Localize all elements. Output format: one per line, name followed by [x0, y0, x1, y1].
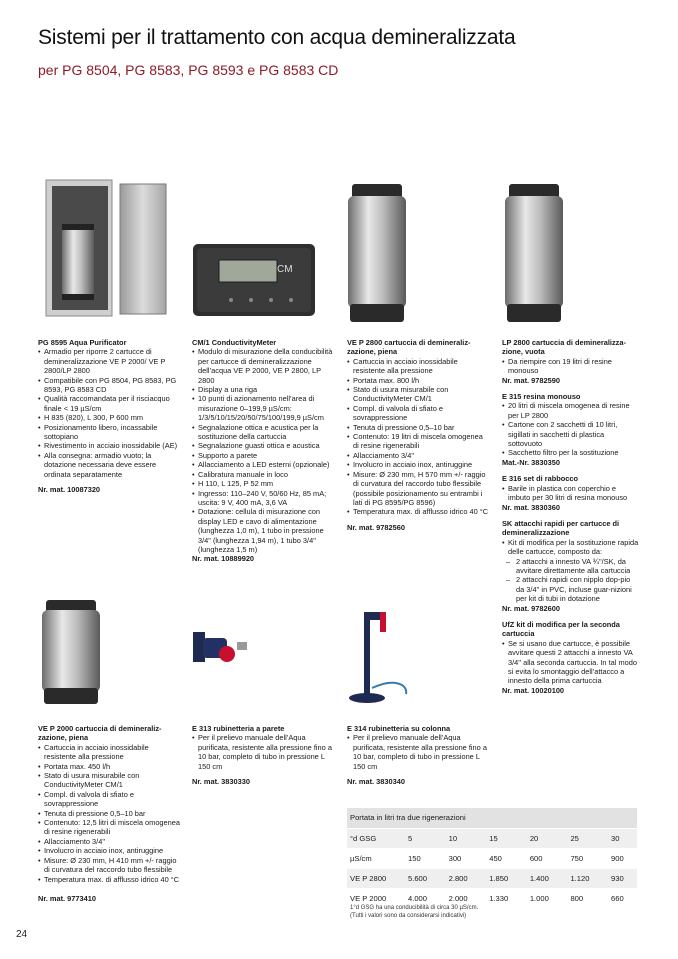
product-title: UfZ kit di modifica per la seconda cartuccia [502, 619, 620, 639]
spec-item: • Tenuta di pressione 0,5–10 bar [38, 809, 180, 818]
spec-subitem: – 2 attacchi rapidi con nipplo dop-pio da 3/4'' in PVC, incluse guar-nizioni per kit di tubi in dotazione [502, 575, 640, 603]
spec-item: • Misure: Ø 230 mm, H 410 mm +/- raggio di curvatura del raccordo tubo flessibile [38, 856, 180, 875]
material-number: Nr. mat. 10889920 [192, 554, 255, 564]
spec-item: • Posizionamento libero, incassabile sottopiano [38, 423, 180, 442]
spec-item: • Allacciamento a LED esterni (opzionale) [192, 460, 334, 469]
spec-item: • Stato di usura misurabile con ConductivityMeter CM/1 [347, 385, 489, 404]
spec-item: • Cartuccia in acciaio inossidabile resistente alla pressione [347, 357, 489, 376]
spec-item: • Supporto a parete [192, 451, 334, 460]
spec-item: • Portata max. 800 l/h [347, 376, 489, 385]
throughput-table [347, 808, 637, 909]
table-note: 1°d GSG ha una conducibilità di circa 30 µS/cm. (Tutti i valori sono da considerarsi indicativi) [350, 905, 479, 919]
spec-item: • Compatibile con PG 8504, PG 8583, PG 8593, PG 8583 CD [38, 376, 180, 395]
aqua-purificator-image [44, 178, 168, 318]
table-row: VE P 2000 4.000 2.000 1.330 1.000 800 660 [347, 888, 637, 908]
spec-item: • Allacciamento 3/4" [347, 451, 489, 460]
spec-item: • Da riempire con 19 litri di resine monouso [502, 357, 640, 376]
spec-item: • Modulo di misurazione della conducibilità per cartucce di demineralizzazione dell’acqua VE P 2000, VE P 2800, LP 2800 [192, 347, 334, 385]
spec-item: • Involucro in acciaio inox, antiruggine [38, 846, 180, 855]
vep2000-cartridge-image [40, 600, 102, 706]
spec-item: • Se si usano due cartucce, è possibile avvitare questi 2 attacchi a innesto VA 3/4'' alla seconda cartuccia. In tal modo si evita lo smontaggio dell’attacco a innesto della prima cartuccia [502, 639, 640, 686]
spec-item: • Temperatura max. di afflusso idrico 40 °C [38, 875, 180, 884]
product-title: VE P 2000 cartuccia di demineraliz-zazione, piena [38, 724, 162, 743]
spec-item: • Temperatura max. di afflusso idrico 40 °C [347, 507, 489, 516]
table-row: µS/cm 150 300 450 600 750 900 [347, 848, 637, 868]
wall-faucet-image [191, 628, 251, 670]
spec-item: • H 110, L 125, P 52 mm [192, 479, 334, 488]
product-e313 [192, 724, 334, 786]
material-number: Nr. mat. 9782590 [502, 375, 560, 385]
column-faucet-image [344, 608, 414, 708]
product-title: VE P 2800 cartuccia di demineraliz-zazione, piena [347, 338, 471, 357]
spec-item: • Per il prelievo manuale dell’Aqua purificata, resistente alla pressione fino a 10 bar, completo di tubo in pressione L 150 cm [192, 733, 334, 771]
material-number: Mat.-Nr. 3830350 [502, 457, 560, 467]
product-pg8595 [38, 338, 180, 495]
product-title: SK attacchi rapidi per cartucce di demineralizzazione [502, 518, 620, 538]
svg-text:CM: CM [277, 264, 293, 275]
material-number: Nr. mat. 9782560 [347, 522, 405, 532]
material-number: Nr. mat. 3830360 [502, 502, 560, 512]
spec-item: • Display a una riga [192, 385, 334, 394]
material-number: Nr. mat. 10087320 [38, 485, 101, 495]
product-title: PG 8595 Aqua Purificator [38, 338, 127, 347]
spec-item: • Per il prelievo manuale dell’Aqua purificata, resistente alla pressione fino a 10 bar, completo di tubo in pressione L 150 cm [347, 733, 489, 771]
spec-item: • Calibratura manuale in loco [192, 470, 334, 479]
product-title: E 316 set di rabbocco [502, 474, 578, 484]
spec-item: • Compl. di valvola di sfiato e sovrappressione [347, 404, 489, 423]
material-number: Nr. mat. 3830330 [192, 777, 250, 787]
product-vep2800 [347, 338, 489, 532]
spec-item: • Qualità raccomandata per il risciacquo finale < 19 µS/cm [38, 394, 180, 413]
spec-item: • Segnalazione ottica e acustica per la sostituzione della cartuccia [192, 423, 334, 442]
spec-item: • Kit di modifica per la sostituzione rapida delle cartucce, composto da: [502, 538, 640, 557]
spec-item: • 10 punti di azionamento nell’area di misurazione 0–199,9 µS/cm: 1/3/5/10/15/20/50/75/100/199,9 µS/cm [192, 394, 334, 422]
material-number: Nr. mat. 10020100 [502, 685, 565, 695]
page-title: Sistemi per il trattamento con acqua demineralizzata [38, 26, 516, 49]
spec-item: • Contenuto: 19 litri di miscela omogenea di resine rigenerabili [347, 432, 489, 451]
table-row: VE P 2800 5.600 2.800 1.850 1.400 1.120 930 [347, 868, 637, 888]
table-row: °d GSG 5 10 15 20 25 30 [347, 828, 637, 848]
spec-item: • Cartuccia in acciaio inossidabile resistente alla pressione [38, 743, 180, 762]
page-number: 24 [16, 929, 28, 940]
product-vep2000 [38, 724, 180, 903]
conductivity-meter-image [191, 242, 319, 320]
spec-item: • H 835 (820), L 300, P 600 mm [38, 413, 180, 422]
product-e314 [347, 724, 489, 786]
material-number: Nr. mat. 9773410 [38, 893, 96, 903]
spec-item: • Armadio per riporre 2 cartucce di demineralizzazione VE P 2000/ VE P 2800/LP 2800 [38, 347, 180, 375]
spec-item: • Rivestimento in acciaio inossidabile (AE) [38, 441, 180, 450]
product-cm1 [192, 338, 334, 564]
spec-item: • Allacciamento 3/4" [38, 837, 180, 846]
product-title: E 313 rubinetteria a parete [192, 724, 285, 733]
spec-item: • Portata max. 450 l/h [38, 762, 180, 771]
product-title: CM/1 ConductivityMeter [192, 338, 277, 347]
spec-item: • Tenuta di pressione 0,5–10 bar [347, 423, 489, 432]
lp2800-cartridge-image [503, 184, 565, 324]
material-number: Nr. mat. 9782600 [502, 603, 560, 613]
table-caption: Portata in litri tra due rigenerazioni [347, 808, 637, 828]
material-number: Nr. mat. 3830340 [347, 777, 405, 787]
product-title: LP 2800 cartuccia di demineralizza-zione, vuota [502, 338, 626, 357]
spec-item: • Compl. di valvola di sfiato e sovrappressione [38, 790, 180, 809]
spec-item: • Misure: Ø 230 mm, H 570 mm +/- raggio di curvatura del raccordo tubo flessibile (possibile posizionamento su entrambi i lati di PG 8595/PG 8596) [347, 470, 489, 508]
spec-item: • Involucro in acciaio inox, antirugginе [347, 460, 489, 469]
product-accessories [502, 338, 640, 695]
spec-item: • Contenuto: 12,5 litri di miscela omogenea di resine rigenerabili [38, 818, 180, 837]
page-subtitle: per PG 8504, PG 8583, PG 8593 e PG 8583 CD [38, 62, 339, 78]
spec-item: • Ingresso: 110–240 V, 50/60 Hz, 85 mA; uscita: 9 V, 400 mA, 3,6 VA [192, 489, 334, 508]
spec-item: • Sacchetto filtro per la sostituzione [502, 448, 640, 457]
spec-subitem: – 2 attacchi a innesto VA ¾''/SK, da avvitare direttamente alla cartuccia [502, 557, 640, 576]
spec-item: • Dotazione: cellula di misurazione con display LED e cavo di alimentazione (lunghezza 1,0 m), 1 tubo in pressione 3/4" (lunghezza 1,94 m), 1 tubo 3/4" (lunghezza 1,5 m) [192, 507, 334, 554]
spec-item: • Segnalazione guasti ottica e acustica [192, 441, 334, 450]
spec-item: • Cartone con 2 sacchetti di 10 litri, sigillati in sacchetti di plastica sottovuoto [502, 420, 640, 448]
spec-item: • Barile in plastica con coperchio e imbuto per 30 litri di resina monouso [502, 484, 640, 503]
spec-item: • Stato di usura misurabile con ConductivityMeter CM/1 [38, 771, 180, 790]
spec-item: • 20 litri di miscela omogenea di resine per LP 2800 [502, 401, 640, 420]
spec-item: • Alla consegna: armadio vuoto; la dotazione necessaria deve essere ordinata separatamente [38, 451, 180, 479]
vep2800-cartridge-image [346, 184, 408, 324]
product-title: E 315 resina monouso [502, 392, 581, 402]
product-title: E 314 rubinetteria su colonna [347, 724, 451, 733]
